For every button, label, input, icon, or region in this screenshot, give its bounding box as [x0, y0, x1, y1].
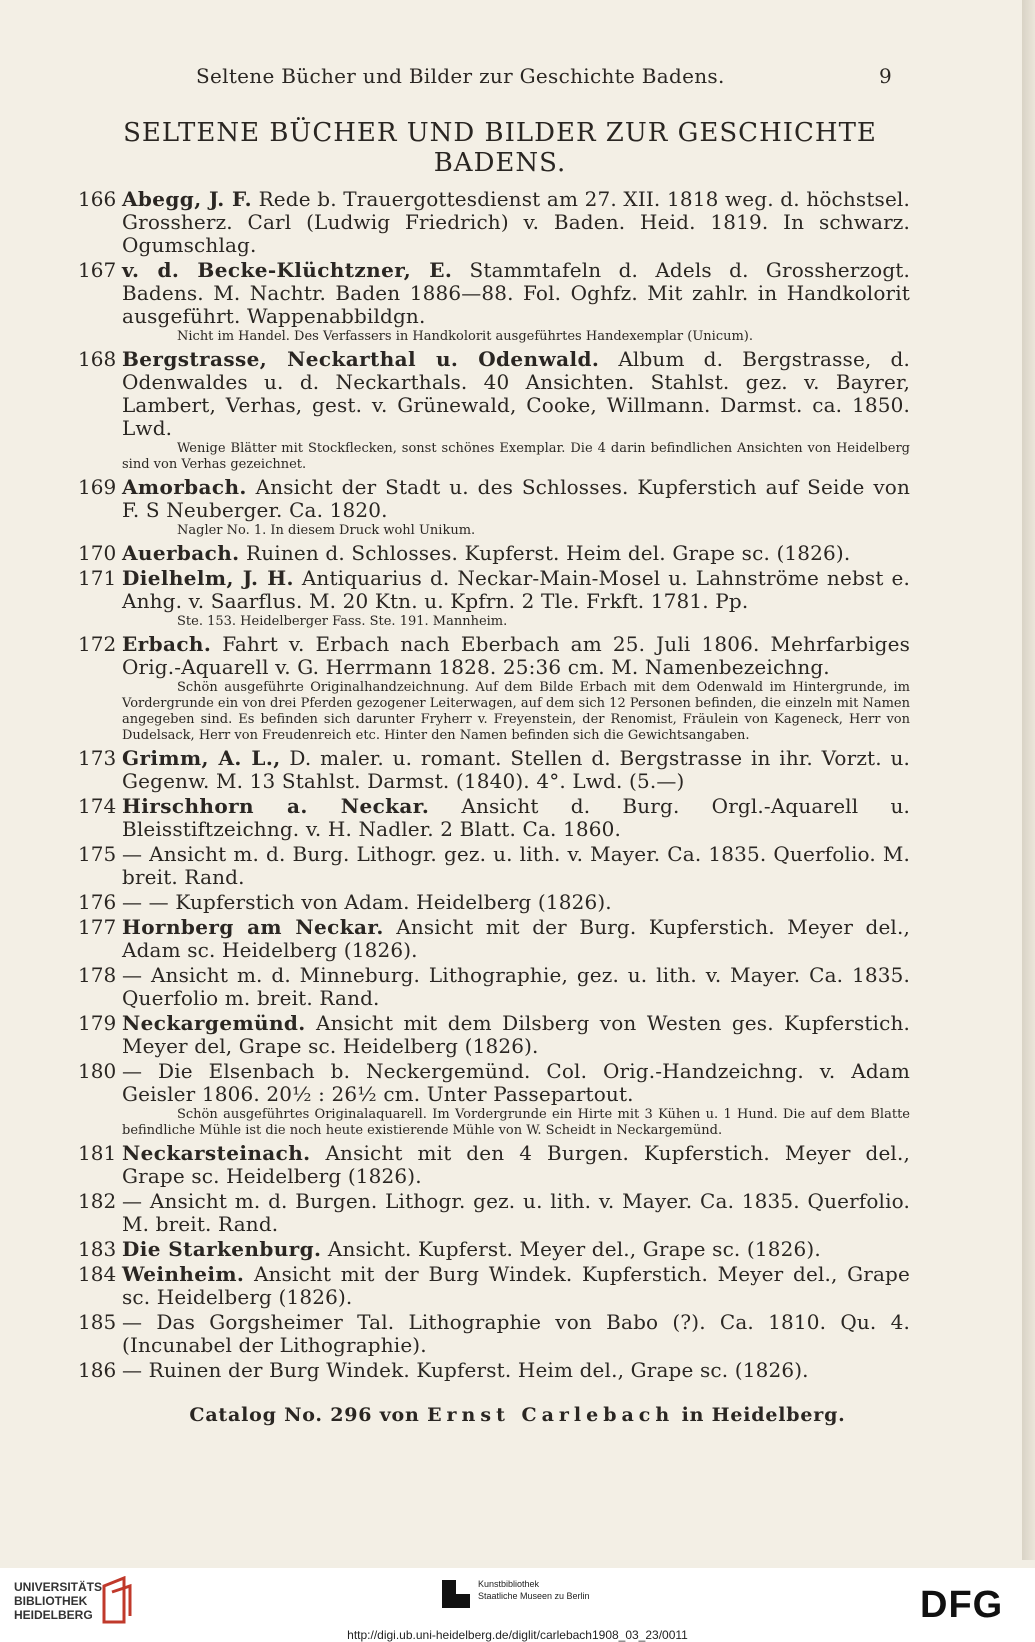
entry-name: Bergstrasse, Neckarthal u. Odenwald.	[122, 347, 600, 371]
entry-description: — Ansicht m. d. Burg. Lithogr. gez. u. lith. v. Mayer. Ca. 1835. Querfolio. M. breit. Rand.	[122, 842, 910, 889]
entry-number: 179	[78, 1011, 117, 1035]
entry-note: Schön ausgeführtes Originalaquarell. Im Vordergrunde ein Hirte mit 3 Kühen u. 1 Hund. Die auf dem Blatte befindliche Mühle ist die noch heute existierende Mühle von W. Scheidt in Neckargemünd.	[122, 1107, 910, 1138]
entry-text	[122, 843, 910, 889]
entry-text	[122, 188, 910, 257]
entry-description: Rede b. Trauergottesdienst am 27. XII. 1818 weg. d. höchstsel. Grossherz. Carl (Ludwig Friedrich) v. Baden. Heid. 1819. In schwarz. Ogumschlag.	[122, 187, 910, 257]
entry-description: Ruinen d. Schlosses. Kupferst. Heim del. Grape sc. (1826).	[239, 541, 851, 565]
entry-name: Neckarsteinach.	[122, 1141, 311, 1165]
university-library-logo-icon	[100, 1576, 140, 1626]
entry-number: 166	[78, 187, 117, 211]
entry-text	[122, 964, 910, 1010]
digitization-footer-bar	[0, 1568, 1035, 1642]
catalog-entry	[70, 259, 910, 345]
entry-description: — Ruinen der Burg Windek. Kupferst. Heim del., Grape sc. (1826).	[122, 1358, 809, 1382]
entry-description: Fahrt v. Erbach nach Eberbach am 25. Juli 1806. Mehrfarbiges Orig.-Aquarell v. G. Herrmann 1828. 25:36 cm. M. Namenbezeichng.	[122, 632, 910, 679]
entry-text	[122, 747, 910, 793]
entry-number: 186	[78, 1358, 117, 1382]
entry-description: Ansicht mit den 4 Burgen. Kupferstich. Meyer del., Grape sc. Heidelberg (1826).	[122, 1141, 910, 1188]
entry-name: Abegg, J. F.	[122, 187, 253, 211]
uni-line-2: BIBLIOTHEK	[14, 1594, 88, 1608]
entry-description: Ansicht mit der Burg Windek. Kupferstich. Meyer del., Grape sc. Heidelberg (1826).	[122, 1262, 910, 1309]
catalog-entry	[70, 476, 910, 539]
entry-description: — — Kupferstich von Adam. Heidelberg (1826).	[122, 890, 612, 914]
entry-note: Ste. 153. Heidelberger Fass. Ste. 191. Mannheim.	[177, 614, 508, 629]
entry-description: — Ansicht m. d. Burgen. Lithogr. gez. u. lith. v. Mayer. Ca. 1835. Querfolio. M. breit. Rand.	[122, 1189, 910, 1236]
entry-text	[122, 1263, 910, 1309]
entry-text	[122, 1190, 910, 1236]
entry-note: Wenige Blätter mit Stockflecken, sonst schönes Exemplar. Die 4 darin befindlichen Ansichten von Heidelberg sind von Verhas gezeichnet.	[122, 441, 910, 472]
entry-text	[122, 1060, 910, 1106]
catalog-footer	[0, 1404, 1035, 1426]
page-edge	[1022, 0, 1035, 1560]
entry-description: D. maler. u. romant. Stellen d. Bergstrasse in ihr. Vorzt. u. Gegenw. M. 13 Stahlst. Darmst. (1840). 4°. Lwd. (5.—)	[122, 746, 910, 793]
entry-description: Ansicht der Stadt u. des Schlosses. Kupferstich auf Seide von F. S Neuberger. Ca. 1820.	[122, 475, 910, 522]
section-title	[70, 118, 930, 178]
entry-number: 170	[78, 541, 117, 565]
section-title-line-1: SELTENE BÜCHER UND BILDER ZUR GESCHICHTE	[123, 118, 877, 148]
catalog-entry	[70, 1060, 910, 1139]
entry-number: 169	[78, 475, 117, 499]
catalog-entry	[70, 891, 910, 914]
footer-prefix: Catalog No. 296 von	[189, 1404, 428, 1426]
catalog-entry	[70, 747, 910, 793]
kb-line-2: Staatliche Museen zu Berlin	[478, 1591, 590, 1601]
entry-description: Ansicht mit der Burg. Kupferstich. Meyer del., Adam sc. Heidelberg (1826).	[122, 915, 910, 962]
entry-description: Album d. Bergstrasse, d. Odenwaldes u. d. Neckarthals. 40 Ansichten. Stahlst. gez. v. Bayrer, Lambert, Verhas, gest. v. Grünewald, Cooke, Willmann. Darmst. ca. 1850. Lwd.	[122, 347, 911, 440]
entry-number: 182	[78, 1189, 117, 1213]
entry-name: Neckargemünd.	[122, 1011, 306, 1035]
entry-name: Erbach.	[122, 632, 212, 656]
entry-description: Ansicht. Kupferst. Meyer del., Grape sc. (1826).	[321, 1237, 821, 1261]
uni-line-3: HEIDELBERG	[14, 1608, 93, 1622]
university-library-logo-text[interactable]	[14, 1580, 106, 1622]
entry-text	[122, 1311, 910, 1357]
catalog-entry	[70, 916, 910, 962]
catalog-entry	[70, 542, 910, 565]
catalog-entry	[70, 188, 910, 257]
catalog-entry	[70, 795, 910, 841]
entry-text	[122, 1359, 910, 1382]
entry-text	[122, 891, 910, 914]
entry-number: 168	[78, 347, 117, 371]
entry-text	[122, 259, 910, 328]
entry-text	[122, 1142, 910, 1188]
entry-number: 185	[78, 1310, 117, 1334]
entry-description: — Die Elsenbach b. Neckergemünd. Col. Orig.-Handzeichng. v. Adam Geisler 1806. 20½ : 26½ cm. Unter Passepartout.	[122, 1059, 910, 1106]
entry-name: Auerbach.	[122, 541, 240, 565]
entry-description: Stammtafeln d. Adels d. Grossherzogt. Badens. M. Nachtr. Baden 1886—88. Fol. Oghfz. Mit zahlr. in Handkolorit ausgeführt. Wappenabbildgn.	[122, 258, 911, 328]
section-title-line-2: BADENS.	[433, 148, 567, 178]
entry-text	[122, 542, 910, 565]
dfg-logo[interactable]: DFG	[920, 1584, 1004, 1626]
kunstbibliothek-text[interactable]	[478, 1578, 590, 1602]
entry-number: 177	[78, 915, 117, 939]
entry-description: — Ansicht m. d. Minneburg. Lithographie, gez. u. lith. v. Mayer. Ca. 1835. Querfolio m. breit. Rand.	[122, 963, 910, 1010]
entry-number: 178	[78, 963, 117, 987]
entry-name: v. d. Becke-Klüchtzner, E.	[122, 258, 453, 282]
catalog-entry	[70, 964, 910, 1010]
running-head-title: Seltene Bücher und Bilder zur Geschichte Badens.	[196, 64, 725, 88]
entry-name: Hirschhorn a. Neckar.	[122, 794, 430, 818]
entry-text	[122, 916, 910, 962]
entry-number: 183	[78, 1237, 117, 1261]
entry-text	[122, 1238, 910, 1261]
entry-number: 175	[78, 842, 117, 866]
catalog-entry	[70, 567, 910, 630]
kunstbibliothek-logo-icon	[442, 1580, 470, 1608]
catalog-entry	[70, 633, 910, 744]
entry-text	[122, 1012, 910, 1058]
entry-name: Die Starkenburg.	[122, 1237, 322, 1261]
entry-number: 173	[78, 746, 117, 770]
entry-note: Schön ausgeführte Originalhandzeichnung. Auf dem Bilde Erbach mit dem Odenwald im Hintergrunde, im Vordergrunde ein von drei Pferden gezogener Leiterwagen, auf dem sich 12 Personen befinden, die einzeln mit Namen angegeben sind. Es befinden sich darunter Fryherr v. Freyenstein, der Renomist, Fräulein von Kageneck, Herr von Dudelsack, Herr von Freudenreich etc. Hinter den Namen befinden sich die Gewichtsangaben.	[122, 680, 910, 743]
footer-suffix: in Heidelberg.	[674, 1404, 846, 1426]
catalog-entry	[70, 1142, 910, 1188]
catalog-entry	[70, 843, 910, 889]
catalog-entry	[70, 1238, 910, 1261]
entry-description: Ansicht mit dem Dilsberg von Westen ges. Kupferstich. Meyer del, Grape sc. Heidelberg (1826).	[122, 1011, 910, 1058]
entry-description: — Das Gorgsheimer Tal. Lithographie von Babo (?). Ca. 1810. Qu. 4. (Incunabel der Lithographie).	[122, 1310, 910, 1357]
page-number: 9	[879, 64, 893, 88]
footer-dealer-name: Ernst Carlebach	[427, 1404, 675, 1426]
entry-number: 184	[78, 1262, 117, 1286]
entry-number: 180	[78, 1059, 117, 1083]
permalink-url[interactable]: http://digi.ub.uni-heidelberg.de/diglit/carlebach1908_03_23/0011	[347, 1628, 688, 1642]
catalog-entry	[70, 1359, 910, 1382]
catalog-entry	[70, 1263, 910, 1309]
entry-number: 176	[78, 890, 117, 914]
entry-number: 174	[78, 794, 117, 818]
entry-name: Amorbach.	[122, 475, 247, 499]
catalog-entry	[70, 1190, 910, 1236]
entry-text	[122, 476, 910, 522]
entry-name: Weinheim.	[122, 1262, 245, 1286]
uni-line-1: UNIVERSITÄTS-	[14, 1580, 107, 1594]
entry-name: Dielhelm, J. H.	[122, 566, 294, 590]
entry-description: Antiquarius d. Neckar-Main-Mosel u. Lahnströme nebst e. Anhg. v. Saarflus. M. 20 Ktn. u. Kpfrn. 2 Tle. Frkft. 1781. Pp.	[122, 566, 910, 613]
entry-text	[122, 795, 910, 841]
catalog-entry	[70, 1012, 910, 1058]
entry-text	[122, 633, 910, 679]
catalog-list	[70, 188, 910, 1384]
entry-note: Nagler No. 1. In diesem Druck wohl Unikum.	[177, 523, 476, 538]
entry-name: Hornberg am Neckar.	[122, 915, 384, 939]
catalog-entry	[70, 348, 910, 473]
entry-note: Nicht im Handel. Des Verfassers in Handkolorit ausgeführtes Handexemplar (Unicum).	[177, 329, 754, 344]
entry-description: Ansicht d. Burg. Orgl.-Aquarell u. Bleisstiftzeichng. v. H. Nadler. 2 Blatt. Ca. 1860.	[122, 794, 910, 841]
entry-number: 172	[78, 632, 117, 656]
entry-name: Grimm, A. L.,	[122, 746, 281, 770]
entry-number: 171	[78, 566, 117, 590]
entry-text	[122, 348, 910, 440]
entry-number: 181	[78, 1141, 117, 1165]
kb-line-1: Kunstbibliothek	[478, 1579, 540, 1589]
entry-text	[122, 567, 910, 613]
entry-number: 167	[78, 258, 117, 282]
catalog-entry	[70, 1311, 910, 1357]
